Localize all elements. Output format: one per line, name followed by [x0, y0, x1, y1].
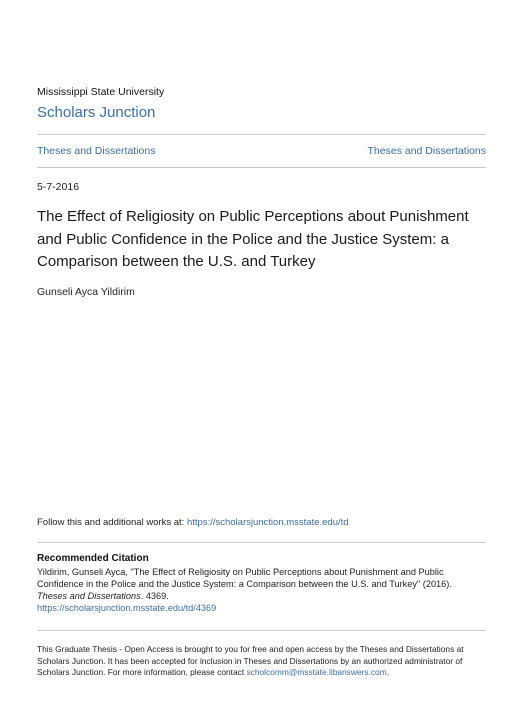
citation-series: Theses and Dissertations	[37, 591, 141, 601]
access-text: This Graduate Thesis - Open Access is brought to you for free and open access by the Theses and Dissertations at Scholars Junction. It has been accepted for inclusion in Theses and Dissertations by an authorized administrator of Scholars Junction. For more information, please contact	[37, 644, 464, 678]
citation-number: . 4369.	[140, 591, 169, 601]
citation-text: Yildirim, Gunseli Ayca, "The Effect of Religiosity on Public Perceptions about Punishment and Public Confidence in the Police and the Justice System: a Comparison between the U.S. and Turkey" (2016).	[37, 567, 452, 589]
access-end: .	[386, 667, 390, 678]
collection-nav	[37, 145, 486, 157]
collection-link-left[interactable]: Theses and Dissertations	[37, 145, 156, 157]
follow-text: Follow this and additional works at:	[37, 517, 187, 528]
divider-top	[37, 134, 486, 135]
divider-nav	[37, 167, 486, 168]
university-name: Mississippi State University	[37, 86, 165, 98]
thesis-title: The Effect of Religiosity on Public Perceptions about Punishment and Public Confidence in the Police and the Justice System: a Comparison between the U.S. and Turkey	[37, 208, 469, 270]
citation-heading: Recommended Citation	[37, 553, 149, 564]
follow-link[interactable]: https://scholarsjunction.msstate.edu/td	[186, 517, 349, 528]
publication-date: 5-7-2016	[37, 181, 80, 193]
contact-email-link[interactable]: scholcomm@msstate.libanswers.com	[246, 667, 387, 678]
divider-footer	[37, 630, 486, 631]
author-name: Gunseli Ayca Yildirim	[37, 286, 135, 298]
collection-link-right[interactable]: Theses and Dissertations	[367, 145, 486, 157]
repository-name[interactable]: Scholars Junction	[37, 104, 156, 121]
follow-line	[37, 517, 349, 528]
cover-page	[37, 0, 486, 720]
access-statement	[37, 644, 486, 679]
citation-block	[37, 566, 486, 614]
divider-citation	[37, 542, 486, 543]
citation-link[interactable]: https://scholarsjunction.msstate.edu/td/4369	[37, 603, 217, 613]
